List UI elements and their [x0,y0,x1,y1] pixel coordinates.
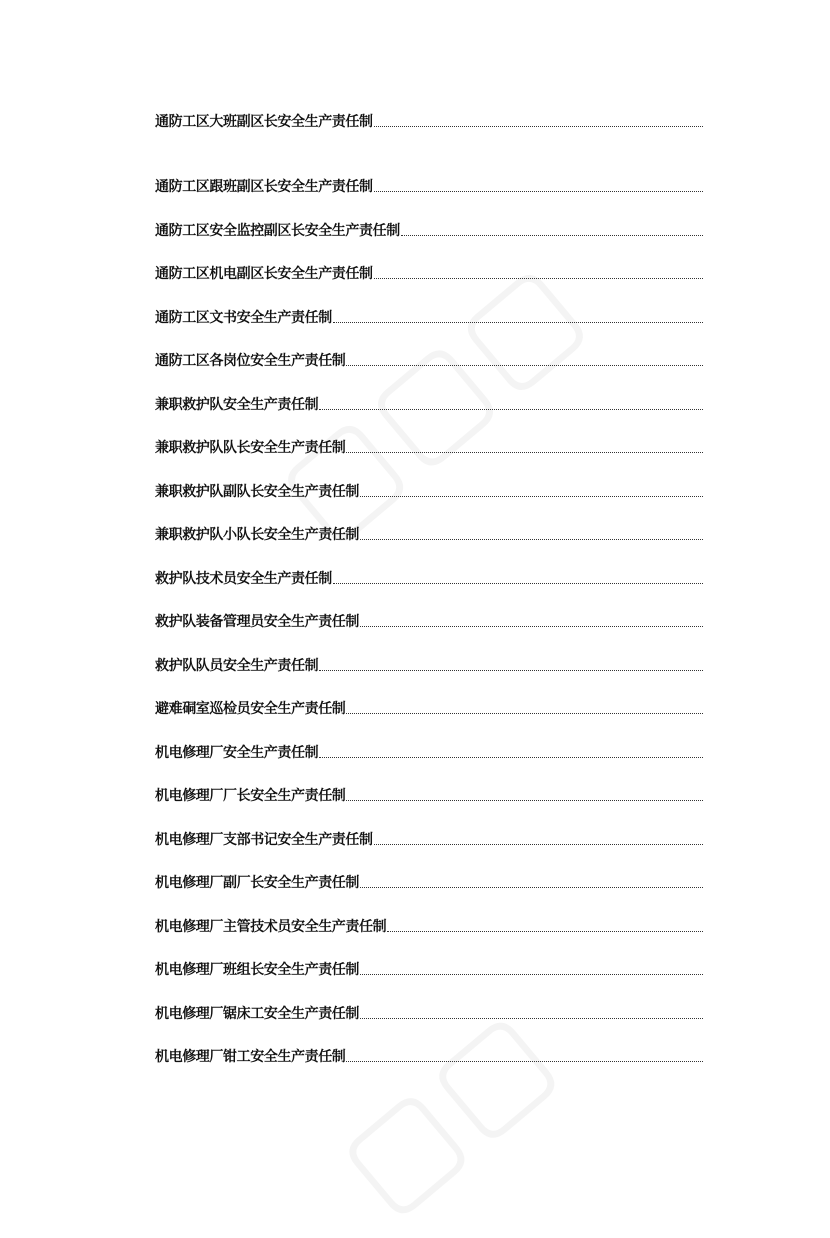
toc-entry[interactable] [155,675,703,719]
toc-entry-label: 机电修理厂支部书记安全生产责任制 [155,831,373,848]
toc-entry-label: 通防工区文书安全生产责任制 [155,309,332,326]
toc-entry[interactable] [155,414,703,458]
toc-entry-label: 兼职救护队副队长安全生产责任制 [155,483,359,500]
toc-entry[interactable] [155,849,703,893]
toc-entry-label: 机电修理厂锯床工安全生产责任制 [155,1005,359,1022]
toc-leader-dots [360,539,703,540]
toc-entry-label: 机电修理厂主管技术员安全生产责任制 [155,918,387,935]
toc-leader-dots [333,583,703,584]
toc-leader-dots [374,844,703,845]
toc-leader-dots [333,322,703,323]
toc-entry[interactable] [155,805,703,849]
toc-entry-label: 机电修理厂钳工安全生产责任制 [155,1049,346,1065]
toc-leader-dots [387,931,703,932]
toc-leader-dots [360,1018,703,1019]
toc-entry-label: 救护队技术员安全生产责任制 [155,570,332,587]
toc-leader-dots [374,126,703,127]
toc-leader-dots [346,452,703,453]
toc-entry[interactable] [155,892,703,936]
toc-leader-dots [346,800,703,801]
toc-leader-dots [360,496,703,497]
toc-leader-dots [360,974,703,975]
toc-entry[interactable] [155,109,703,131]
table-of-contents [155,109,703,1066]
toc-entry-label: 救护队队员安全生产责任制 [155,657,319,674]
toc-leader-dots [401,235,703,236]
toc-entry[interactable] [155,544,703,588]
toc-entry[interactable] [155,1023,703,1067]
toc-leader-dots [374,278,703,279]
toc-leader-dots [319,670,703,671]
toc-entry-label: 兼职救护队队长安全生产责任制 [155,440,346,456]
toc-leader-dots [319,757,703,758]
toc-leader-dots [346,1061,703,1062]
toc-entry[interactable] [155,283,703,327]
toc-entry[interactable] [155,240,703,284]
toc-entry[interactable] [155,370,703,414]
toc-entry-label: 救护队装备管理员安全生产责任制 [155,614,359,630]
toc-entry[interactable] [155,153,703,197]
toc-entry-label: 机电修理厂厂长安全生产责任制 [155,788,346,804]
toc-entry[interactable] [155,762,703,806]
toc-entry-label: 避难硐室巡检员安全生产责任制 [155,701,346,717]
toc-entry[interactable] [155,196,703,240]
toc-leader-dots [360,887,703,888]
toc-entry[interactable] [155,718,703,762]
toc-entry-label: 通防工区跟班副区长安全生产责任制 [155,179,373,195]
toc-entry-label: 通防工区大班副区长安全生产责任制 [155,114,373,130]
toc-entry[interactable] [155,457,703,501]
toc-leader-dots [374,191,703,192]
toc-leader-dots [346,365,703,366]
toc-entry-label: 通防工区机电副区长安全生产责任制 [155,266,373,282]
toc-entry-label: 通防工区各岗位安全生产责任制 [155,353,346,369]
toc-entry[interactable] [155,979,703,1023]
toc-entry-label: 机电修理厂班组长安全生产责任制 [155,962,359,978]
toc-leader-dots [346,713,703,714]
toc-entry[interactable] [155,936,703,980]
toc-entry-label: 兼职救护队小队长安全生产责任制 [155,527,359,543]
toc-leader-dots [319,409,703,410]
toc-leader-dots [360,626,703,627]
toc-entry-label: 机电修理厂安全生产责任制 [155,744,319,761]
toc-entry[interactable] [155,631,703,675]
toc-entry[interactable] [155,588,703,632]
toc-entry-label: 机电修理厂副厂长安全生产责任制 [155,875,359,891]
toc-entry[interactable] [155,501,703,545]
toc-entry-label: 兼职救护队安全生产责任制 [155,396,319,413]
toc-entry[interactable] [155,327,703,371]
toc-entry-label: 通防工区安全监控副区长安全生产责任制 [155,222,400,239]
